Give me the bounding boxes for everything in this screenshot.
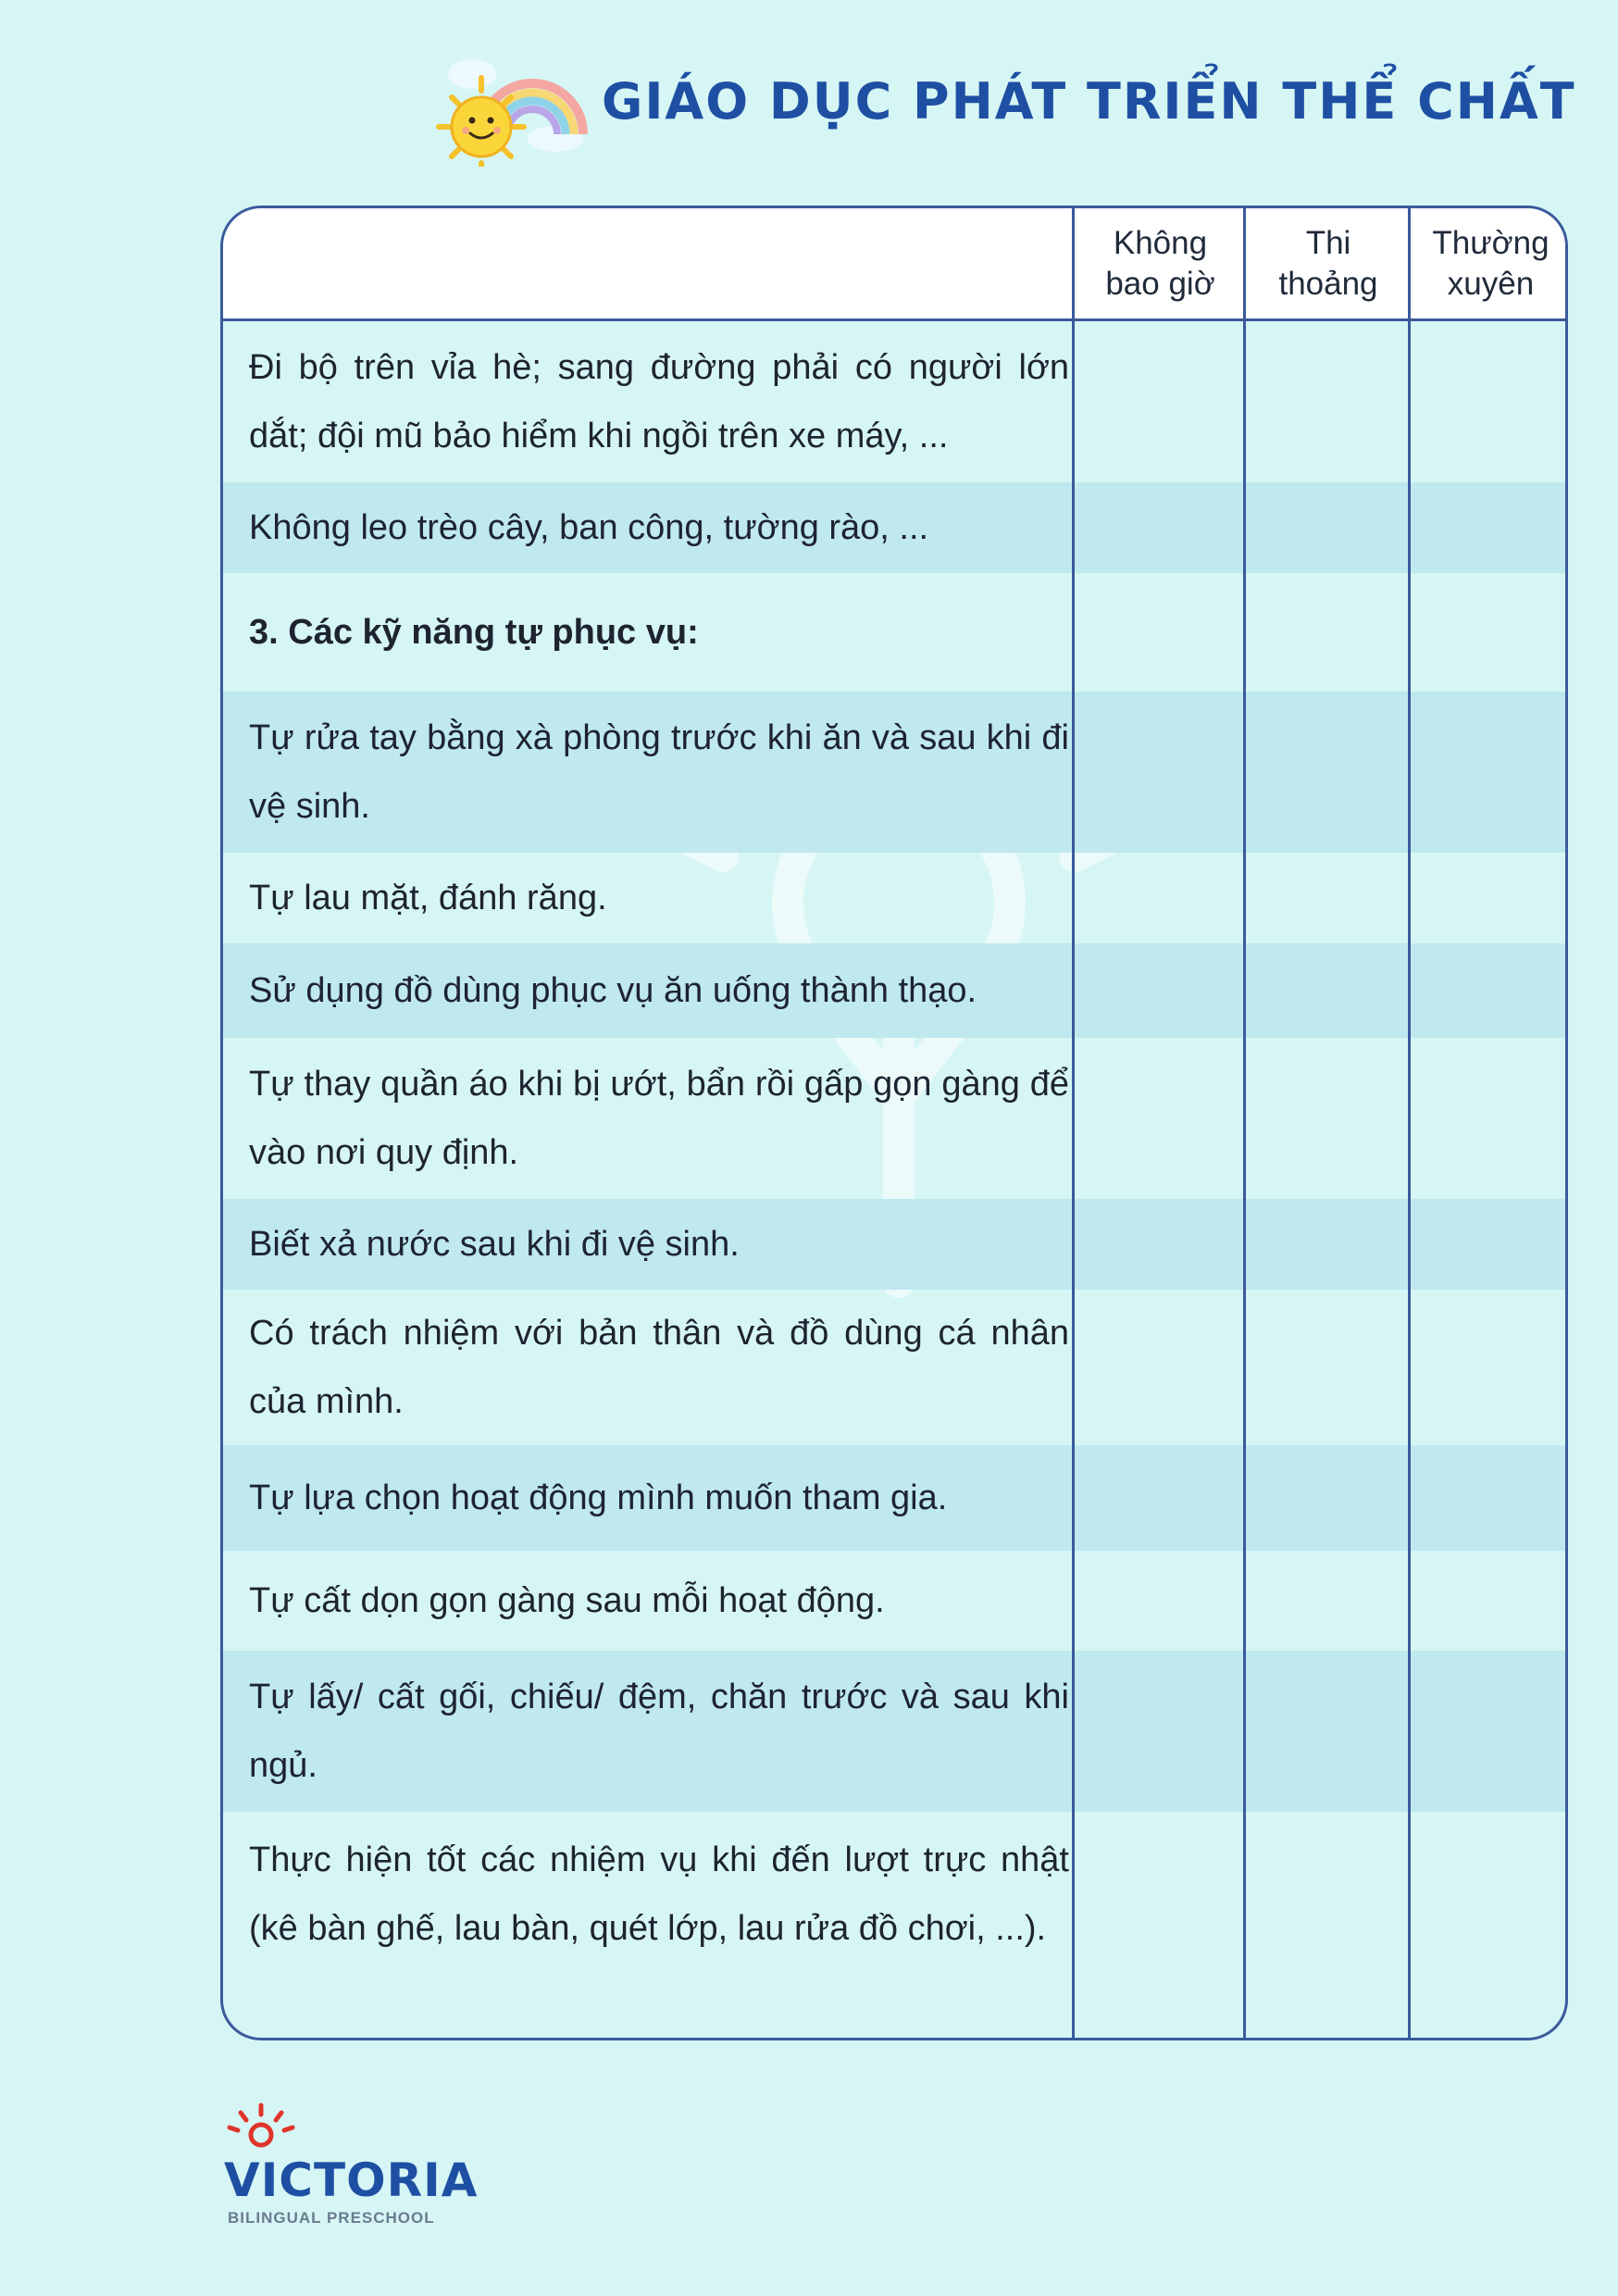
table-row [223, 321, 1565, 482]
table-row [223, 1290, 1565, 1445]
column-header-sometimes: Thi thoảng [1278, 224, 1378, 302]
row-label: Tự lau mặt, đánh răng. [249, 879, 607, 917]
cell-never[interactable] [1075, 943, 1243, 1038]
table-row [223, 1812, 1565, 2040]
cell-often[interactable] [1411, 1038, 1568, 1199]
cell-often[interactable] [1411, 573, 1568, 692]
logo-tagline: BILINGUAL PRESCHOOL [228, 2209, 435, 2227]
cell-never[interactable] [1075, 853, 1243, 943]
column-header-often: Thường xuyên [1432, 224, 1550, 302]
cell-sometimes[interactable] [1246, 853, 1408, 943]
table-grid [223, 208, 1565, 2038]
row-label: Tự rửa tay bằng xà phòng trước khi ăn và sau khi đi vệ sinh. [249, 718, 1069, 826]
row-label: Đi bộ trên vỉa hè; sang đường phải có người lớn dắt; đội mũ bảo hiểm khi ngồi trên xe máy, ... [249, 348, 1069, 455]
cell-sometimes[interactable] [1246, 1038, 1408, 1199]
cell-often[interactable] [1411, 1199, 1568, 1290]
cell-often[interactable] [1411, 321, 1568, 482]
cell-sometimes[interactable] [1246, 573, 1408, 692]
table-row [223, 943, 1565, 1038]
cell-often[interactable] [1411, 853, 1568, 943]
row-label: Sử dụng đồ dùng phục vụ ăn uống thành thạo. [249, 971, 977, 1010]
school-logo [224, 2100, 479, 2229]
cell-often[interactable] [1411, 943, 1568, 1038]
cell-never[interactable] [1075, 1290, 1243, 1445]
section-heading-row [223, 573, 1565, 692]
cell-sometimes[interactable] [1246, 482, 1408, 573]
table-row [223, 692, 1565, 853]
cell-often[interactable] [1411, 482, 1568, 573]
cell-often[interactable] [1411, 1812, 1568, 2040]
table-row [223, 1038, 1565, 1199]
column-divider [1243, 208, 1246, 2038]
cell-often[interactable] [1411, 1290, 1568, 1445]
cell-never[interactable] [1075, 692, 1243, 853]
table-row [223, 482, 1565, 573]
cell-never[interactable] [1075, 1812, 1243, 2040]
cell-never[interactable] [1075, 1651, 1243, 1812]
table-row [223, 853, 1565, 943]
cell-sometimes[interactable] [1246, 1445, 1408, 1551]
cell-sometimes[interactable] [1246, 1290, 1408, 1445]
cell-never[interactable] [1075, 321, 1243, 482]
table-header-row [223, 208, 1565, 321]
cell-often[interactable] [1411, 1651, 1568, 1812]
column-divider [1072, 208, 1075, 2038]
row-label: Có trách nhiệm với bản thân và đồ dùng cá nhân của mình. [249, 1314, 1069, 1421]
cell-often[interactable] [1411, 1551, 1568, 1651]
table-row [223, 1445, 1565, 1551]
cell-never[interactable] [1075, 1551, 1243, 1651]
logo-wordmark: VICTORIA [224, 2153, 479, 2207]
column-divider [1408, 208, 1411, 2038]
cell-never[interactable] [1075, 573, 1243, 692]
row-label: Tự lấy/ cất gối, chiếu/ đệm, chăn trước và sau khi ngủ. [249, 1678, 1069, 1785]
checklist-table [220, 206, 1568, 2040]
cell-sometimes[interactable] [1246, 1812, 1408, 2040]
cell-never[interactable] [1075, 1199, 1243, 1290]
row-label: Tự cất dọn gọn gàng sau mỗi hoạt động. [249, 1581, 885, 1620]
cell-never[interactable] [1075, 1038, 1243, 1199]
row-label: Biết xả nước sau khi đi vệ sinh. [249, 1225, 740, 1264]
sun-rainbow-icon [407, 37, 602, 167]
row-label: Tự lựa chọn hoạt động mình muốn tham gia. [249, 1479, 948, 1517]
cell-never[interactable] [1075, 482, 1243, 573]
cell-sometimes[interactable] [1246, 1651, 1408, 1812]
cell-sometimes[interactable] [1246, 321, 1408, 482]
row-label: Thực hiện tốt các nhiệm vụ khi đến lượt trực nhật (kê bàn ghế, lau bàn, quét lớp, lau rửa đồ chơi, ...). [249, 1841, 1069, 1948]
cell-sometimes[interactable] [1246, 943, 1408, 1038]
cell-often[interactable] [1411, 1445, 1568, 1551]
row-label: Không leo trèo cây, ban công, tường rào, ... [249, 508, 929, 547]
cell-sometimes[interactable] [1246, 1199, 1408, 1290]
cell-never[interactable] [1075, 1445, 1243, 1551]
table-row [223, 1551, 1565, 1651]
section-heading: 3. Các kỹ năng tự phục vụ: [249, 613, 699, 652]
page-title: GIÁO DỤC PHÁT TRIỂN THỂ CHẤT [602, 72, 1576, 131]
column-header-never: Không bao giờ [1105, 224, 1215, 302]
cell-sometimes[interactable] [1246, 1551, 1408, 1651]
row-label: Tự thay quần áo khi bị ướt, bẩn rồi gấp gọn gàng để vào nơi quy định. [249, 1065, 1069, 1172]
table-row [223, 1651, 1565, 1812]
cell-often[interactable] [1411, 692, 1568, 853]
table-row [223, 1199, 1565, 1290]
cell-sometimes[interactable] [1246, 692, 1408, 853]
page-header [407, 37, 1576, 167]
